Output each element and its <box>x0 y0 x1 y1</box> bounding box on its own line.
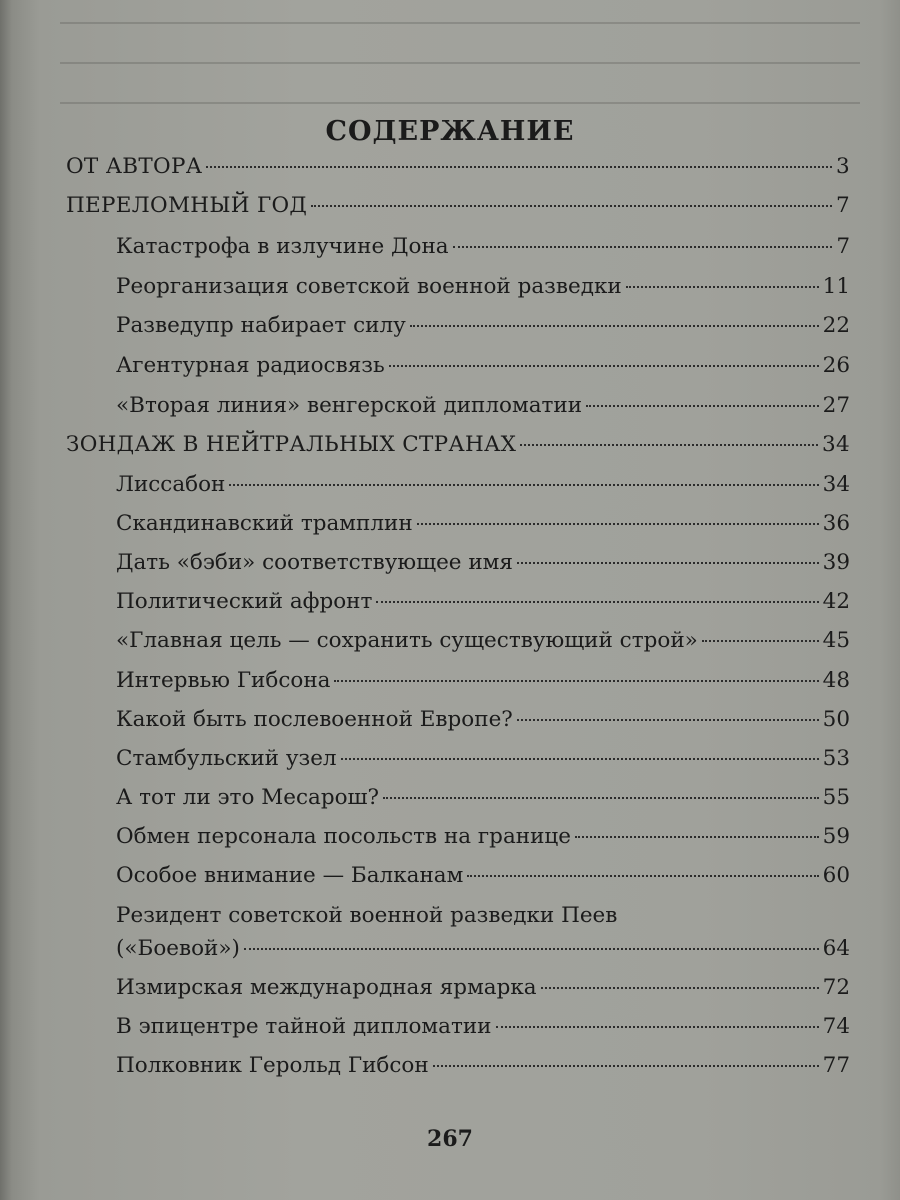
toc-entry-chapter <box>116 668 850 694</box>
toc-entry-page: 22 <box>822 313 850 338</box>
dot-leader <box>541 987 819 989</box>
toc-entry-page: 77 <box>822 1053 850 1078</box>
toc-entry-label: Скандинавский трамплин <box>116 511 413 536</box>
toc-entry-page: 7 <box>836 234 850 259</box>
toc-entry-chapter <box>116 472 850 498</box>
toc-entry-page: 34 <box>822 472 850 497</box>
toc-entry-page: 55 <box>822 785 850 810</box>
dot-leader <box>520 444 818 446</box>
toc-entry-label: Измирская международная ярмарка <box>116 975 537 1000</box>
toc-entry-page: 48 <box>822 668 850 693</box>
toc-entry-label-line1: Резидент советской военной разведки Пеев <box>116 903 618 928</box>
toc-entry-page: 39 <box>822 550 850 575</box>
dot-leader <box>417 523 819 525</box>
toc-entry-label: Дать «бэби» соответствующее имя <box>116 550 513 575</box>
toc-entry-chapter <box>116 785 850 811</box>
toc-entry-label: Стамбульский узел <box>116 746 337 771</box>
dot-leader <box>410 325 819 327</box>
toc-entry-section <box>66 432 850 458</box>
toc-entry-page: 72 <box>822 975 850 1000</box>
toc-entry-chapter <box>116 628 850 654</box>
toc-entry-label: В эпицентре тайной дипломатии <box>116 1014 492 1039</box>
toc-entry-page: 45 <box>822 628 850 653</box>
toc-entry-chapter <box>116 550 850 576</box>
dot-leader <box>244 948 819 950</box>
dot-leader <box>575 836 819 838</box>
toc-entry-section <box>66 193 850 219</box>
toc-entry-label: Разведупр набирает силу <box>116 313 406 338</box>
toc-entry-chapter <box>116 511 850 537</box>
toc-entry-page: 36 <box>822 511 850 536</box>
toc-entry-page: 74 <box>822 1014 850 1039</box>
toc-entry-chapter <box>116 274 850 300</box>
toc-entry-chapter <box>116 1053 850 1079</box>
toc-entry-chapter <box>116 746 850 772</box>
toc-entry-section <box>66 154 850 180</box>
dot-leader <box>341 758 819 760</box>
toc-entry-label: «Вторая линия» венгерской дипломатии <box>116 393 583 418</box>
dot-leader <box>433 1065 819 1067</box>
toc-entry-label: ЗОНДАЖ В НЕЙТРАЛЬНЫХ СТРАНАХ <box>66 432 517 457</box>
toc-entry-chapter <box>116 975 850 1001</box>
dot-leader <box>586 405 819 407</box>
dot-leader <box>229 484 818 486</box>
toc-entry-label: ОТ АВТОРА <box>66 154 203 179</box>
toc-entry-label: Особое внимание — Балканам <box>116 863 464 888</box>
toc-entry-chapter <box>116 1014 850 1040</box>
toc-entry-chapter <box>116 313 850 339</box>
dot-leader <box>376 601 818 603</box>
toc-entry-page: 34 <box>822 432 850 457</box>
toc-entry-chapter <box>116 863 850 889</box>
page-number: 267 <box>427 1126 473 1152</box>
dot-leader <box>626 286 819 288</box>
dot-leader <box>389 365 819 367</box>
toc-entry-chapter <box>116 393 850 419</box>
dot-leader <box>206 166 832 168</box>
toc-entry-page: 27 <box>822 393 850 418</box>
toc-entry-page: 11 <box>822 274 850 299</box>
toc-entry-label: ПЕРЕЛОМНЫЙ ГОД <box>66 193 308 218</box>
dot-leader <box>334 680 818 682</box>
dot-leader <box>383 797 819 799</box>
toc-entry-label: («Боевой») <box>116 936 240 961</box>
toc-entry-page: 64 <box>822 936 850 961</box>
toc-entry-label: Политический афронт <box>116 589 373 614</box>
toc-entry-label: Какой быть послевоенной Европе? <box>116 707 513 732</box>
toc-entry-label: Полковник Герольд Гибсон <box>116 1053 429 1078</box>
toc-entry-page: 3 <box>836 154 850 179</box>
toc-entry-page: 7 <box>836 193 850 218</box>
dot-leader <box>453 246 833 248</box>
toc-entry-chapter <box>116 353 850 379</box>
toc-entry-label: Катастрофа в излучине Дона <box>116 234 449 259</box>
toc-entry-chapter <box>116 824 850 850</box>
toc-entry-label: А тот ли это Месарош? <box>116 785 380 810</box>
toc-entry-label: Реорганизация советской военной разведки <box>116 274 622 299</box>
toc-entry-chapter <box>116 936 850 962</box>
toc-title: СОДЕРЖАНИЕ <box>325 116 575 147</box>
toc-entry-chapter <box>116 707 850 733</box>
dot-leader <box>517 719 819 721</box>
toc-entry-page: 26 <box>822 353 850 378</box>
toc-entry-label: Интервью Гибсона <box>116 668 331 693</box>
toc-entry-chapter <box>116 234 850 260</box>
toc-entry-page: 60 <box>822 863 850 888</box>
dot-leader <box>496 1026 819 1028</box>
toc-entry-page: 50 <box>822 707 850 732</box>
toc-entry-page: 53 <box>822 746 850 771</box>
toc-entry-chapter <box>116 589 850 615</box>
toc-entry-page: 59 <box>822 824 850 849</box>
toc-entry-label: Агентурная радиосвязь <box>116 353 385 378</box>
toc-entry-label: Обмен персонала посольств на границе <box>116 824 571 849</box>
toc-entry-label: Лиссабон <box>116 472 226 497</box>
show-through-text <box>60 0 860 120</box>
dot-leader <box>311 205 832 207</box>
dot-leader <box>467 875 818 877</box>
toc-entry-page: 42 <box>822 589 850 614</box>
dot-leader <box>517 562 819 564</box>
toc-entry-label: «Главная цель — сохранить существующий строй» <box>116 628 698 653</box>
dot-leader <box>702 640 819 642</box>
